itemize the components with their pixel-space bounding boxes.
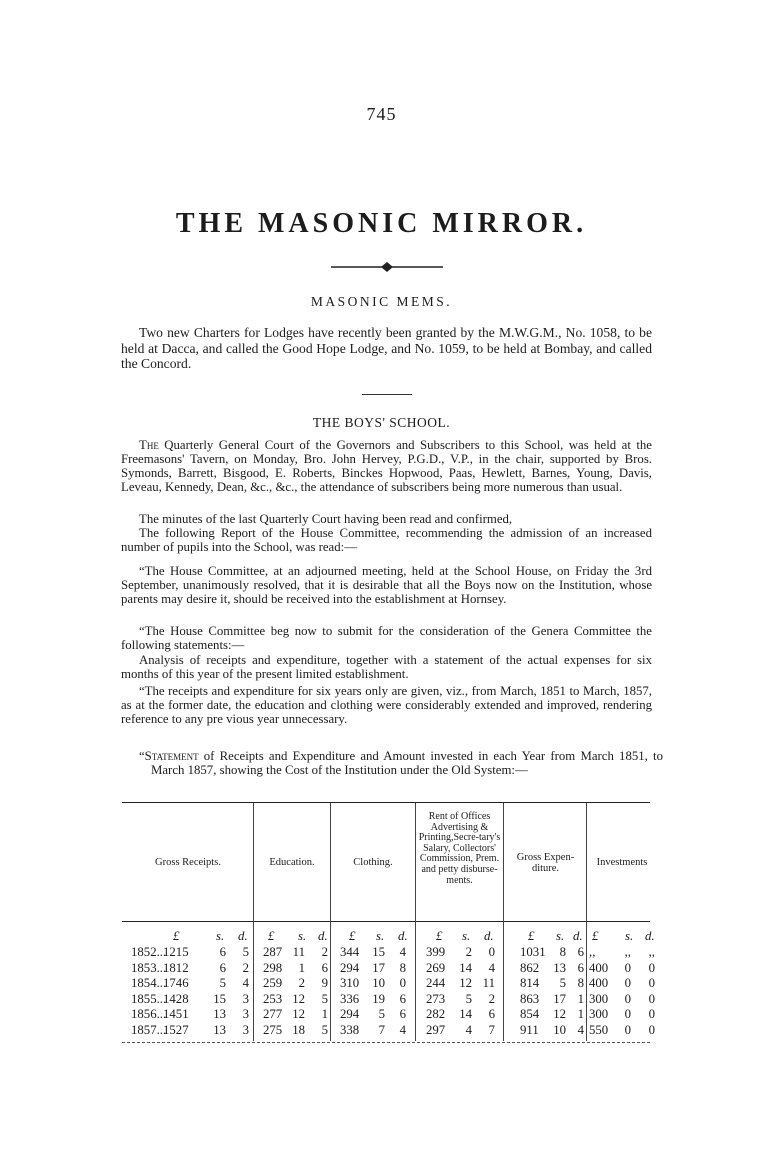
cell-in-l: 400: [589, 960, 609, 975]
cell-in-d: 0: [648, 1007, 655, 1021]
cell-ge-s: 5: [559, 976, 566, 990]
cell-ed-l: 253: [263, 991, 283, 1006]
cell-cl-l: 338: [340, 1022, 360, 1037]
cell-ge-s: 17: [553, 991, 566, 1006]
cell-ge-d: 4: [577, 1022, 584, 1037]
cell-ed-s: 12: [292, 991, 305, 1006]
cell-cl-d: 6: [399, 991, 406, 1006]
cell-year: 1853...: [131, 960, 167, 975]
cell-cl-l: 294: [340, 1007, 360, 1021]
cell-re-l: 273: [426, 991, 446, 1006]
cell-cl-d: 4: [399, 945, 406, 959]
para1-text: Quarterly General Court of the Governors and Subscribers to this School, was held at the Freemasons' Tavern, on Monday, Bro. John Hervey, P.G.D., V.P., in the chair, supported by Bros. Symonds, Barrett, Bisgood, E. Roberts, Binckes Hopwood, Paas, Hewlett, Barnes, Young, Davis, Leveau, Kennedy, Dean, &c., &c., the attendance of subscribers being more numerous than usual.: [121, 438, 652, 494]
cell-year: 1857...: [131, 1022, 167, 1037]
cell-gr-s: 15: [213, 991, 226, 1006]
statement-lead: “Statement: [139, 749, 199, 763]
cell-in-d: 0: [648, 991, 655, 1006]
statement-intro: [139, 749, 663, 777]
cell-ge-d: 1: [577, 991, 584, 1006]
cell-gr-d: 3: [242, 1022, 249, 1037]
cell-ge-l: 814: [520, 976, 540, 990]
column-divider: [503, 803, 504, 1041]
cell-cl-s: 15: [372, 945, 385, 959]
unit-pence: d.: [398, 929, 408, 943]
cell-cl-s: 10: [372, 976, 385, 990]
cell-in-l: 550: [589, 1022, 609, 1037]
cell-in-s: 0: [624, 1022, 631, 1037]
unit-shilling: s.: [625, 929, 634, 943]
boys-school-heading: THE BOYS' SCHOOL.: [312, 415, 451, 430]
cell-cl-l: 336: [340, 991, 360, 1006]
ornamental-divider: [331, 262, 443, 272]
cell-ed-d: 5: [321, 991, 328, 1006]
cell-in-s: 0: [624, 991, 631, 1006]
cell-cl-l: 344: [340, 945, 360, 959]
boys-school-para2: The minutes of the last Quarterly Court having been read and confirmed,: [139, 512, 513, 526]
column-divider: [253, 803, 254, 1041]
unit-pound: £: [173, 929, 180, 943]
boys-school-para1: [121, 438, 652, 494]
cell-ge-d: 8: [577, 976, 584, 990]
cell-re-s: 14: [459, 960, 472, 975]
cell-ed-l: 275: [263, 1022, 283, 1037]
cell-gr-l: 1428: [163, 991, 189, 1006]
unit-pence: d.: [645, 929, 655, 943]
cell-cl-d: 0: [399, 976, 406, 990]
cell-re-l: 269: [426, 960, 446, 975]
cell-ge-l: 863: [520, 991, 540, 1006]
cell-cl-l: 310: [340, 976, 360, 990]
cell-gr-l: 1215: [163, 945, 189, 959]
cell-ed-s: 2: [298, 976, 305, 990]
mems-paragraph: Two new Charters for Lodges have recently been granted by the M.W.G.M., No. 1058, to be held at Dacca, and called the Good Hope Lodge, and No. 1059, to be held at Bombay, and called the Concord.: [121, 325, 652, 371]
cell-in-d: ,,: [648, 945, 655, 959]
cell-ed-s: 18: [292, 1022, 305, 1037]
statement-text: of Receipts and Expenditure and Amount invested in each Year from March 1851, to March 1857, showing the Cost of the Institution under the Old System:—: [151, 749, 663, 777]
cell-re-d: 11: [482, 976, 495, 990]
cell-in-s: 0: [624, 976, 631, 990]
boys-school-para4: “The House Committee, at an adjourned meeting, held at the School House, on Friday the 3rd September, unanimously resolved, that it is desirable that all the Boys now on the Institution, whose parents may desire it, should be received into the establishment at Hornsey.: [121, 564, 652, 606]
cell-in-l: ,,: [589, 945, 596, 959]
cell-gr-d: 4: [242, 976, 249, 990]
cell-year: 1854...: [131, 976, 167, 990]
cell-ed-s: 11: [292, 945, 305, 959]
cell-gr-d: 3: [242, 991, 249, 1006]
cell-in-s: ,,: [624, 945, 631, 959]
section-divider: [362, 394, 412, 395]
page-number: 745: [366, 104, 397, 124]
cell-cl-s: 7: [378, 1022, 385, 1037]
cell-ed-d: 1: [321, 1007, 328, 1021]
unit-shilling: s.: [556, 929, 565, 943]
unit-pound: £: [436, 929, 443, 943]
unit-pence: d.: [573, 929, 583, 943]
cell-year: 1856...: [131, 1007, 167, 1021]
unit-shilling: s.: [216, 929, 225, 943]
cell-ed-l: 298: [263, 960, 283, 975]
header-gross-expenditure: Gross Expen-diture.: [516, 852, 575, 874]
cell-in-s: 0: [624, 1007, 631, 1021]
cell-in-l: 300: [589, 991, 609, 1006]
cell-in-d: 0: [648, 1022, 655, 1037]
cell-ge-s: 13: [553, 960, 566, 975]
cell-ge-d: 6: [577, 945, 584, 959]
cell-gr-d: 3: [242, 1007, 249, 1021]
boys-school-para3: The following Report of the House Committee, recommending the admission of an increased number of pupils into the School, was read:—: [121, 526, 652, 554]
cell-re-l: 244: [426, 976, 446, 990]
cell-cl-d: 8: [399, 960, 406, 975]
table-top-rule: [122, 802, 650, 803]
cell-gr-s: 6: [219, 945, 226, 959]
cell-gr-s: 5: [219, 976, 226, 990]
unit-pound: £: [349, 929, 356, 943]
cell-gr-s: 13: [213, 1022, 226, 1037]
cell-ge-s: 12: [553, 1007, 566, 1021]
cell-ge-l: 862: [520, 960, 540, 975]
cell-gr-d: 2: [242, 960, 249, 975]
unit-pence: d.: [238, 929, 248, 943]
cell-ed-s: 1: [298, 960, 305, 975]
cell-re-d: 4: [488, 960, 495, 975]
cell-re-d: 2: [488, 991, 495, 1006]
cell-ge-d: 6: [577, 960, 584, 975]
cell-in-d: 0: [648, 976, 655, 990]
journal-title: THE MASONIC MIRROR.: [175, 208, 588, 239]
cell-ge-d: 1: [577, 1007, 584, 1021]
cell-ed-s: 12: [292, 1007, 305, 1021]
para1-lead: The: [139, 438, 159, 452]
cell-re-l: 282: [426, 1007, 446, 1021]
cell-in-d: 0: [648, 960, 655, 975]
header-rent-offices: Rent of Offices Advertising & Printing,Secre-tary's Salary, Collectors' Commission, Prem. and petty disburse-ments.: [418, 811, 501, 886]
cell-gr-s: 6: [219, 960, 226, 975]
cell-ed-d: 9: [321, 976, 328, 990]
cell-re-d: 6: [488, 1007, 495, 1021]
cell-ed-d: 6: [321, 960, 328, 975]
column-divider: [330, 803, 331, 1041]
column-divider: [586, 803, 587, 1041]
unit-shilling: s.: [376, 929, 385, 943]
cell-cl-d: 4: [399, 1022, 406, 1037]
unit-shilling: s.: [298, 929, 307, 943]
mems-heading: MASONIC MEMS.: [310, 294, 453, 309]
cell-re-s: 14: [459, 1007, 472, 1021]
cell-cl-l: 294: [340, 960, 360, 975]
header-investments: Investments: [596, 857, 648, 868]
cell-in-l: 300: [589, 1007, 609, 1021]
cell-gr-l: 1527: [163, 1022, 189, 1037]
cell-in-l: 400: [589, 976, 609, 990]
cell-ge-s: 10: [553, 1022, 566, 1037]
cell-re-s: 2: [465, 945, 472, 959]
cell-re-l: 297: [426, 1022, 446, 1037]
cell-ed-l: 287: [263, 945, 283, 959]
cell-ed-l: 259: [263, 976, 283, 990]
cell-re-s: 5: [465, 991, 472, 1006]
boys-school-para5: “The House Committee beg now to submit for the consideration of the Genera Committee the following statements:—: [121, 624, 652, 652]
cell-re-s: 12: [459, 976, 472, 990]
cell-re-l: 399: [426, 945, 446, 959]
cell-gr-l: 1746: [163, 976, 189, 990]
cell-cl-s: 5: [378, 1007, 385, 1021]
cell-ge-l: 1031: [520, 945, 546, 959]
cell-year: 1852...: [131, 945, 167, 959]
unit-pound: £: [592, 929, 599, 943]
boys-school-para6: Analysis of receipts and expenditure, together with a statement of the actual expenses for six months of this year of the present limited establishment.: [121, 653, 652, 681]
cell-re-s: 4: [465, 1022, 472, 1037]
table-bottom-rule: [122, 1042, 650, 1043]
unit-shilling: s.: [462, 929, 471, 943]
cell-cl-s: 19: [372, 991, 385, 1006]
cell-gr-l: 1812: [163, 960, 189, 975]
cell-gr-l: 1451: [163, 1007, 189, 1021]
cell-year: 1855...: [131, 991, 167, 1006]
cell-ed-d: 5: [321, 1022, 328, 1037]
cell-cl-s: 17: [372, 960, 385, 975]
cell-ge-l: 911: [520, 1022, 539, 1037]
cell-cl-d: 6: [399, 1007, 406, 1021]
cell-gr-d: 5: [242, 945, 249, 959]
cell-ge-l: 854: [520, 1007, 540, 1021]
unit-pence: d.: [318, 929, 328, 943]
unit-pound: £: [268, 929, 275, 943]
cell-re-d: 0: [488, 945, 495, 959]
cell-ed-d: 2: [321, 945, 328, 959]
cell-in-s: 0: [624, 960, 631, 975]
unit-pence: d.: [484, 929, 494, 943]
header-gross-receipts: Gross Receipts.: [155, 857, 221, 868]
header-education: Education.: [269, 857, 315, 868]
column-divider: [415, 803, 416, 1041]
cell-re-d: 7: [488, 1022, 495, 1037]
table-header-rule: [122, 921, 650, 922]
unit-pound: £: [528, 929, 535, 943]
cell-ed-l: 277: [263, 1007, 283, 1021]
header-clothing: Clothing.: [353, 857, 393, 868]
boys-school-para7: “The receipts and expenditure for six years only are given, viz., from March, 1851 to March, 1857, as at the former date, the education and clothing were considerably extended and improved, rendering reference to any pre vious year unnecessary.: [121, 684, 652, 726]
cell-ge-s: 8: [559, 945, 566, 959]
cell-gr-s: 13: [213, 1007, 226, 1021]
